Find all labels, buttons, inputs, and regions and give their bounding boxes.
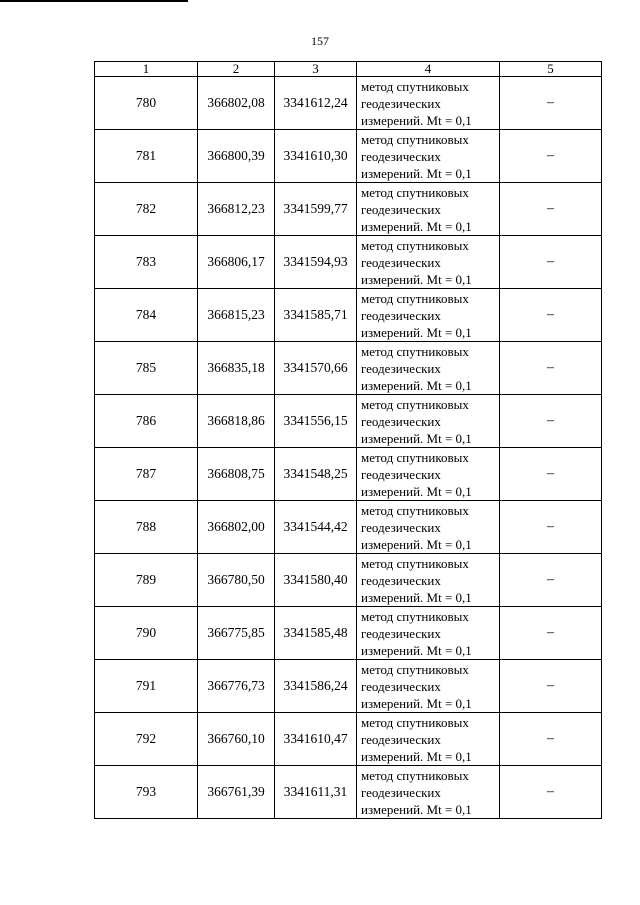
y-coordinate-cell: 3341586,24 xyxy=(275,660,357,713)
method-line: измерений. Mt = 0,1 xyxy=(361,112,472,128)
method-line: метод спутниковых xyxy=(361,661,469,677)
method-line: измерений. Mt = 0,1 xyxy=(361,165,472,181)
x-coordinate-cell: 366802,08 xyxy=(198,77,275,130)
method-line: геодезических xyxy=(361,784,441,800)
method-cell xyxy=(357,130,500,183)
accuracy-cell: – xyxy=(500,713,602,766)
x-coordinate-cell: 366761,39 xyxy=(198,766,275,819)
method-cell xyxy=(357,77,500,130)
y-coordinate-cell: 3341548,25 xyxy=(275,448,357,501)
method-line: метод спутниковых xyxy=(361,555,469,571)
accuracy-cell: – xyxy=(500,554,602,607)
method-line: метод спутниковых xyxy=(361,237,469,253)
y-coordinate-cell: 3341611,31 xyxy=(275,766,357,819)
table-row xyxy=(95,766,602,819)
x-coordinate-cell: 366812,23 xyxy=(198,183,275,236)
method-cell xyxy=(357,448,500,501)
method-cell xyxy=(357,766,500,819)
table-row xyxy=(95,554,602,607)
method-line: метод спутниковых xyxy=(361,767,469,783)
table-row xyxy=(95,183,602,236)
method-line: геодезических xyxy=(361,572,441,588)
y-coordinate-cell: 3341594,93 xyxy=(275,236,357,289)
y-coordinate-cell: 3341585,71 xyxy=(275,289,357,342)
y-coordinate-cell: 3341610,30 xyxy=(275,130,357,183)
method-cell xyxy=(357,501,500,554)
method-cell xyxy=(357,660,500,713)
method-line: геодезических xyxy=(361,201,441,217)
x-coordinate-cell: 366815,23 xyxy=(198,289,275,342)
table-row xyxy=(95,342,602,395)
method-line: измерений. Mt = 0,1 xyxy=(361,748,472,764)
method-line: геодезических xyxy=(361,519,441,535)
top-rule xyxy=(0,0,188,2)
point-number-cell: 786 xyxy=(95,395,198,448)
x-coordinate-cell: 366802,00 xyxy=(198,501,275,554)
method-line: измерений. Mt = 0,1 xyxy=(361,536,472,552)
method-line: метод спутниковых xyxy=(361,290,469,306)
x-coordinate-cell: 366818,86 xyxy=(198,395,275,448)
accuracy-cell: – xyxy=(500,766,602,819)
header-col-1: 1 xyxy=(95,62,198,77)
method-line: метод спутниковых xyxy=(361,608,469,624)
point-number-cell: 781 xyxy=(95,130,198,183)
accuracy-cell: – xyxy=(500,289,602,342)
method-line: измерений. Mt = 0,1 xyxy=(361,324,472,340)
x-coordinate-cell: 366775,85 xyxy=(198,607,275,660)
point-number-cell: 784 xyxy=(95,289,198,342)
method-line: измерений. Mt = 0,1 xyxy=(361,430,472,446)
accuracy-cell: – xyxy=(500,395,602,448)
point-number-cell: 783 xyxy=(95,236,198,289)
x-coordinate-cell: 366780,50 xyxy=(198,554,275,607)
header-col-3: 3 xyxy=(275,62,357,77)
method-line: геодезических xyxy=(361,625,441,641)
method-line: геодезических xyxy=(361,678,441,694)
method-cell xyxy=(357,554,500,607)
y-coordinate-cell: 3341556,15 xyxy=(275,395,357,448)
method-line: геодезических xyxy=(361,360,441,376)
point-number-cell: 788 xyxy=(95,501,198,554)
page-number: 157 xyxy=(311,34,329,48)
table-row xyxy=(95,448,602,501)
method-line: измерений. Mt = 0,1 xyxy=(361,271,472,287)
accuracy-cell: – xyxy=(500,660,602,713)
y-coordinate-cell: 3341570,66 xyxy=(275,342,357,395)
method-cell xyxy=(357,395,500,448)
x-coordinate-cell: 366806,17 xyxy=(198,236,275,289)
method-line: геодезических xyxy=(361,413,441,429)
method-line: измерений. Mt = 0,1 xyxy=(361,483,472,499)
point-number-cell: 790 xyxy=(95,607,198,660)
method-line: метод спутниковых xyxy=(361,184,469,200)
method-line: метод спутниковых xyxy=(361,502,469,518)
point-number-cell: 789 xyxy=(95,554,198,607)
x-coordinate-cell: 366800,39 xyxy=(198,130,275,183)
method-cell xyxy=(357,183,500,236)
method-line: измерений. Mt = 0,1 xyxy=(361,377,472,393)
method-line: геодезических xyxy=(361,307,441,323)
y-coordinate-cell: 3341585,48 xyxy=(275,607,357,660)
point-number-cell: 793 xyxy=(95,766,198,819)
x-coordinate-cell: 366808,75 xyxy=(198,448,275,501)
x-coordinate-cell: 366835,18 xyxy=(198,342,275,395)
method-line: геодезических xyxy=(361,731,441,747)
accuracy-cell: – xyxy=(500,607,602,660)
y-coordinate-cell: 3341610,47 xyxy=(275,713,357,766)
accuracy-cell: – xyxy=(500,236,602,289)
table-header-row xyxy=(95,62,602,77)
point-number-cell: 780 xyxy=(95,77,198,130)
table-row xyxy=(95,289,602,342)
method-cell xyxy=(357,342,500,395)
accuracy-cell: – xyxy=(500,501,602,554)
point-number-cell: 791 xyxy=(95,660,198,713)
method-line: метод спутниковых xyxy=(361,131,469,147)
method-line: метод спутниковых xyxy=(361,78,469,94)
y-coordinate-cell: 3341599,77 xyxy=(275,183,357,236)
header-col-5: 5 xyxy=(500,62,602,77)
x-coordinate-cell: 366776,73 xyxy=(198,660,275,713)
method-cell xyxy=(357,607,500,660)
method-line: метод спутниковых xyxy=(361,343,469,359)
point-number-cell: 785 xyxy=(95,342,198,395)
method-line: измерений. Mt = 0,1 xyxy=(361,642,472,658)
table-row xyxy=(95,395,602,448)
accuracy-cell: – xyxy=(500,342,602,395)
method-line: метод спутниковых xyxy=(361,396,469,412)
method-line: метод спутниковых xyxy=(361,449,469,465)
table-row xyxy=(95,501,602,554)
accuracy-cell: – xyxy=(500,183,602,236)
point-number-cell: 782 xyxy=(95,183,198,236)
y-coordinate-cell: 3341612,24 xyxy=(275,77,357,130)
method-line: геодезических xyxy=(361,254,441,270)
method-cell xyxy=(357,289,500,342)
point-number-cell: 787 xyxy=(95,448,198,501)
table-row xyxy=(95,713,602,766)
method-line: геодезических xyxy=(361,95,441,111)
method-line: измерений. Mt = 0,1 xyxy=(361,695,472,711)
method-line: геодезических xyxy=(361,148,441,164)
point-number-cell: 792 xyxy=(95,713,198,766)
method-cell xyxy=(357,713,500,766)
table-row xyxy=(95,607,602,660)
method-cell xyxy=(357,236,500,289)
x-coordinate-cell: 366760,10 xyxy=(198,713,275,766)
method-line: измерений. Mt = 0,1 xyxy=(361,801,472,817)
table-row xyxy=(95,236,602,289)
table-row xyxy=(95,130,602,183)
coordinates-table xyxy=(94,61,602,819)
accuracy-cell: – xyxy=(500,130,602,183)
header-col-2: 2 xyxy=(198,62,275,77)
method-line: измерений. Mt = 0,1 xyxy=(361,218,472,234)
table-row xyxy=(95,77,602,130)
method-line: измерений. Mt = 0,1 xyxy=(361,589,472,605)
method-line: геодезических xyxy=(361,466,441,482)
method-line: метод спутниковых xyxy=(361,714,469,730)
y-coordinate-cell: 3341544,42 xyxy=(275,501,357,554)
accuracy-cell: – xyxy=(500,77,602,130)
header-col-4: 4 xyxy=(357,62,500,77)
table-row xyxy=(95,660,602,713)
accuracy-cell: – xyxy=(500,448,602,501)
y-coordinate-cell: 3341580,40 xyxy=(275,554,357,607)
